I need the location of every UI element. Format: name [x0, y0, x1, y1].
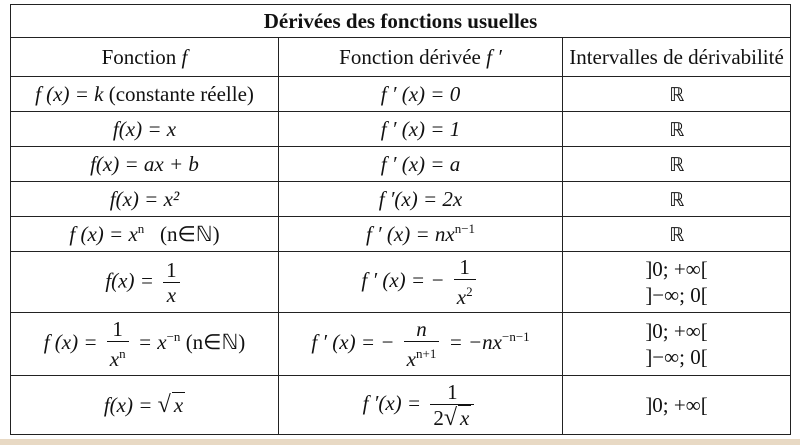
derivative-cell — [279, 376, 563, 435]
derivatives-table-sheet — [10, 4, 790, 436]
derivative-formula: f ′ (x) = a — [380, 151, 461, 176]
interval-value: ]0; +∞[ — [645, 257, 708, 281]
interval-cell — [563, 112, 791, 147]
interval-cell — [563, 77, 791, 112]
function-cell — [11, 182, 279, 217]
function-formula: f (x) = x — [69, 222, 138, 246]
interval-cell — [563, 217, 791, 252]
derivative-cell — [279, 217, 563, 252]
table-row — [11, 182, 791, 217]
derivative-formula: f ′ (x) = − — [361, 267, 445, 292]
fraction-numerator: 1 — [163, 258, 180, 283]
table-row — [11, 217, 791, 252]
derivative-cell — [279, 112, 563, 147]
sqrt-icon: √ — [443, 405, 457, 431]
function-tail-exponent: −n — [166, 328, 181, 344]
function-fraction — [163, 258, 180, 307]
derivative-formula: f ′ (x) = 0 — [380, 81, 461, 106]
interval-value: ℝ — [669, 119, 684, 141]
fraction-denominator — [107, 342, 129, 371]
table-row — [11, 313, 791, 376]
sqrt-radicand: x — [173, 392, 184, 417]
function-formula: f(x) = — [103, 392, 153, 417]
derivative-tail-exponent: −n−1 — [502, 328, 530, 344]
function-note: (n∈ℕ) — [160, 222, 220, 246]
derivative-fraction — [430, 380, 474, 430]
header-derivee-var: f ′ — [486, 44, 502, 69]
denominator-base: x — [456, 285, 467, 309]
denominator-base: x — [109, 347, 120, 371]
function-tail: = x — [137, 329, 167, 354]
sqrt-radicand: x — [460, 406, 470, 430]
function-formula: f (x) = k — [35, 81, 104, 106]
function-fraction — [107, 317, 129, 371]
header-derivee — [279, 38, 563, 77]
denominator-coefficient: 2 — [433, 406, 444, 430]
fraction-denominator — [454, 280, 476, 309]
interval-cell — [563, 182, 791, 217]
header-intervalles: Intervalles de dérivabilité — [563, 38, 791, 77]
interval-cell — [563, 313, 791, 376]
table-row — [11, 147, 791, 182]
denominator-exponent: 2 — [466, 284, 473, 299]
derivative-exponent: n−1 — [454, 221, 476, 236]
function-cell — [11, 77, 279, 112]
derivative-cell — [279, 313, 563, 376]
derivative-cell — [279, 252, 563, 313]
header-fonction-var: f — [181, 44, 188, 69]
function-formula: f(x) = ax + b — [90, 151, 199, 176]
table-caption-row — [11, 5, 791, 38]
function-note: (constante réelle) — [108, 81, 254, 106]
function-note: (n∈ℕ) — [185, 329, 246, 354]
derivative-fraction — [454, 255, 476, 309]
denominator-base: x — [406, 347, 416, 371]
function-formula: f(x) = x — [112, 116, 177, 141]
function-formula: f (x) = — [43, 329, 98, 354]
fraction-numerator: 1 — [454, 255, 476, 280]
function-cell — [11, 252, 279, 313]
function-formula: f(x) = x² — [109, 186, 180, 211]
header-fonction-label: Fonction — [101, 44, 177, 69]
function-cell — [11, 376, 279, 435]
interval-cell — [563, 147, 791, 182]
derivative-cell — [279, 77, 563, 112]
fraction-numerator: n — [404, 317, 440, 342]
derivative-formula: f ′(x) = — [362, 390, 422, 415]
fraction-numerator: 1 — [107, 317, 129, 342]
derivative-fraction — [404, 317, 440, 371]
table-row — [11, 112, 791, 147]
derivative-formula: f ′(x) = 2x — [378, 186, 463, 211]
interval-value: ℝ — [669, 189, 684, 211]
interval-value: ℝ — [669, 84, 684, 106]
function-cell — [11, 217, 279, 252]
header-derivee-label: Fonction dérivée — [339, 44, 481, 69]
derivatives-table — [10, 4, 791, 435]
page-bottom-edge — [0, 439, 800, 445]
function-formula: f(x) = — [105, 267, 154, 292]
table-row — [11, 376, 791, 435]
derivative-formula: f ′ (x) = 1 — [380, 116, 461, 141]
interval-cell — [563, 376, 791, 435]
table-row — [11, 252, 791, 313]
denominator-exponent: n — [119, 346, 126, 361]
derivative-cell — [279, 147, 563, 182]
fraction-numerator: 1 — [430, 380, 474, 405]
interval-cell — [563, 252, 791, 313]
sqrt-icon: √ — [157, 391, 171, 418]
interval-value: ℝ — [669, 154, 684, 176]
interval-value: ]−∞; 0[ — [645, 283, 708, 307]
header-fonction — [11, 38, 279, 77]
interval-value: ℝ — [669, 224, 684, 246]
function-cell — [11, 147, 279, 182]
derivative-cell — [279, 182, 563, 217]
denominator-exponent: n+1 — [415, 346, 437, 361]
fraction-denominator — [430, 405, 474, 430]
derivative-formula: f ′ (x) = nx — [365, 222, 455, 246]
function-exponent: n — [137, 221, 145, 236]
table-header-row — [11, 38, 791, 77]
derivative-tail: = −nx — [448, 329, 502, 354]
function-cell — [11, 112, 279, 147]
fraction-denominator: x — [166, 282, 177, 307]
fraction-denominator — [404, 342, 440, 371]
derivative-formula: f ′ (x) = − — [311, 329, 395, 354]
interval-value: ]0; +∞[ — [645, 319, 708, 343]
interval-value: ]−∞; 0[ — [645, 345, 708, 369]
table-row — [11, 77, 791, 112]
function-cell — [11, 313, 279, 376]
table-title: Dérivées des fonctions usuelles — [11, 5, 791, 38]
interval-value: ]0; +∞[ — [645, 392, 708, 417]
